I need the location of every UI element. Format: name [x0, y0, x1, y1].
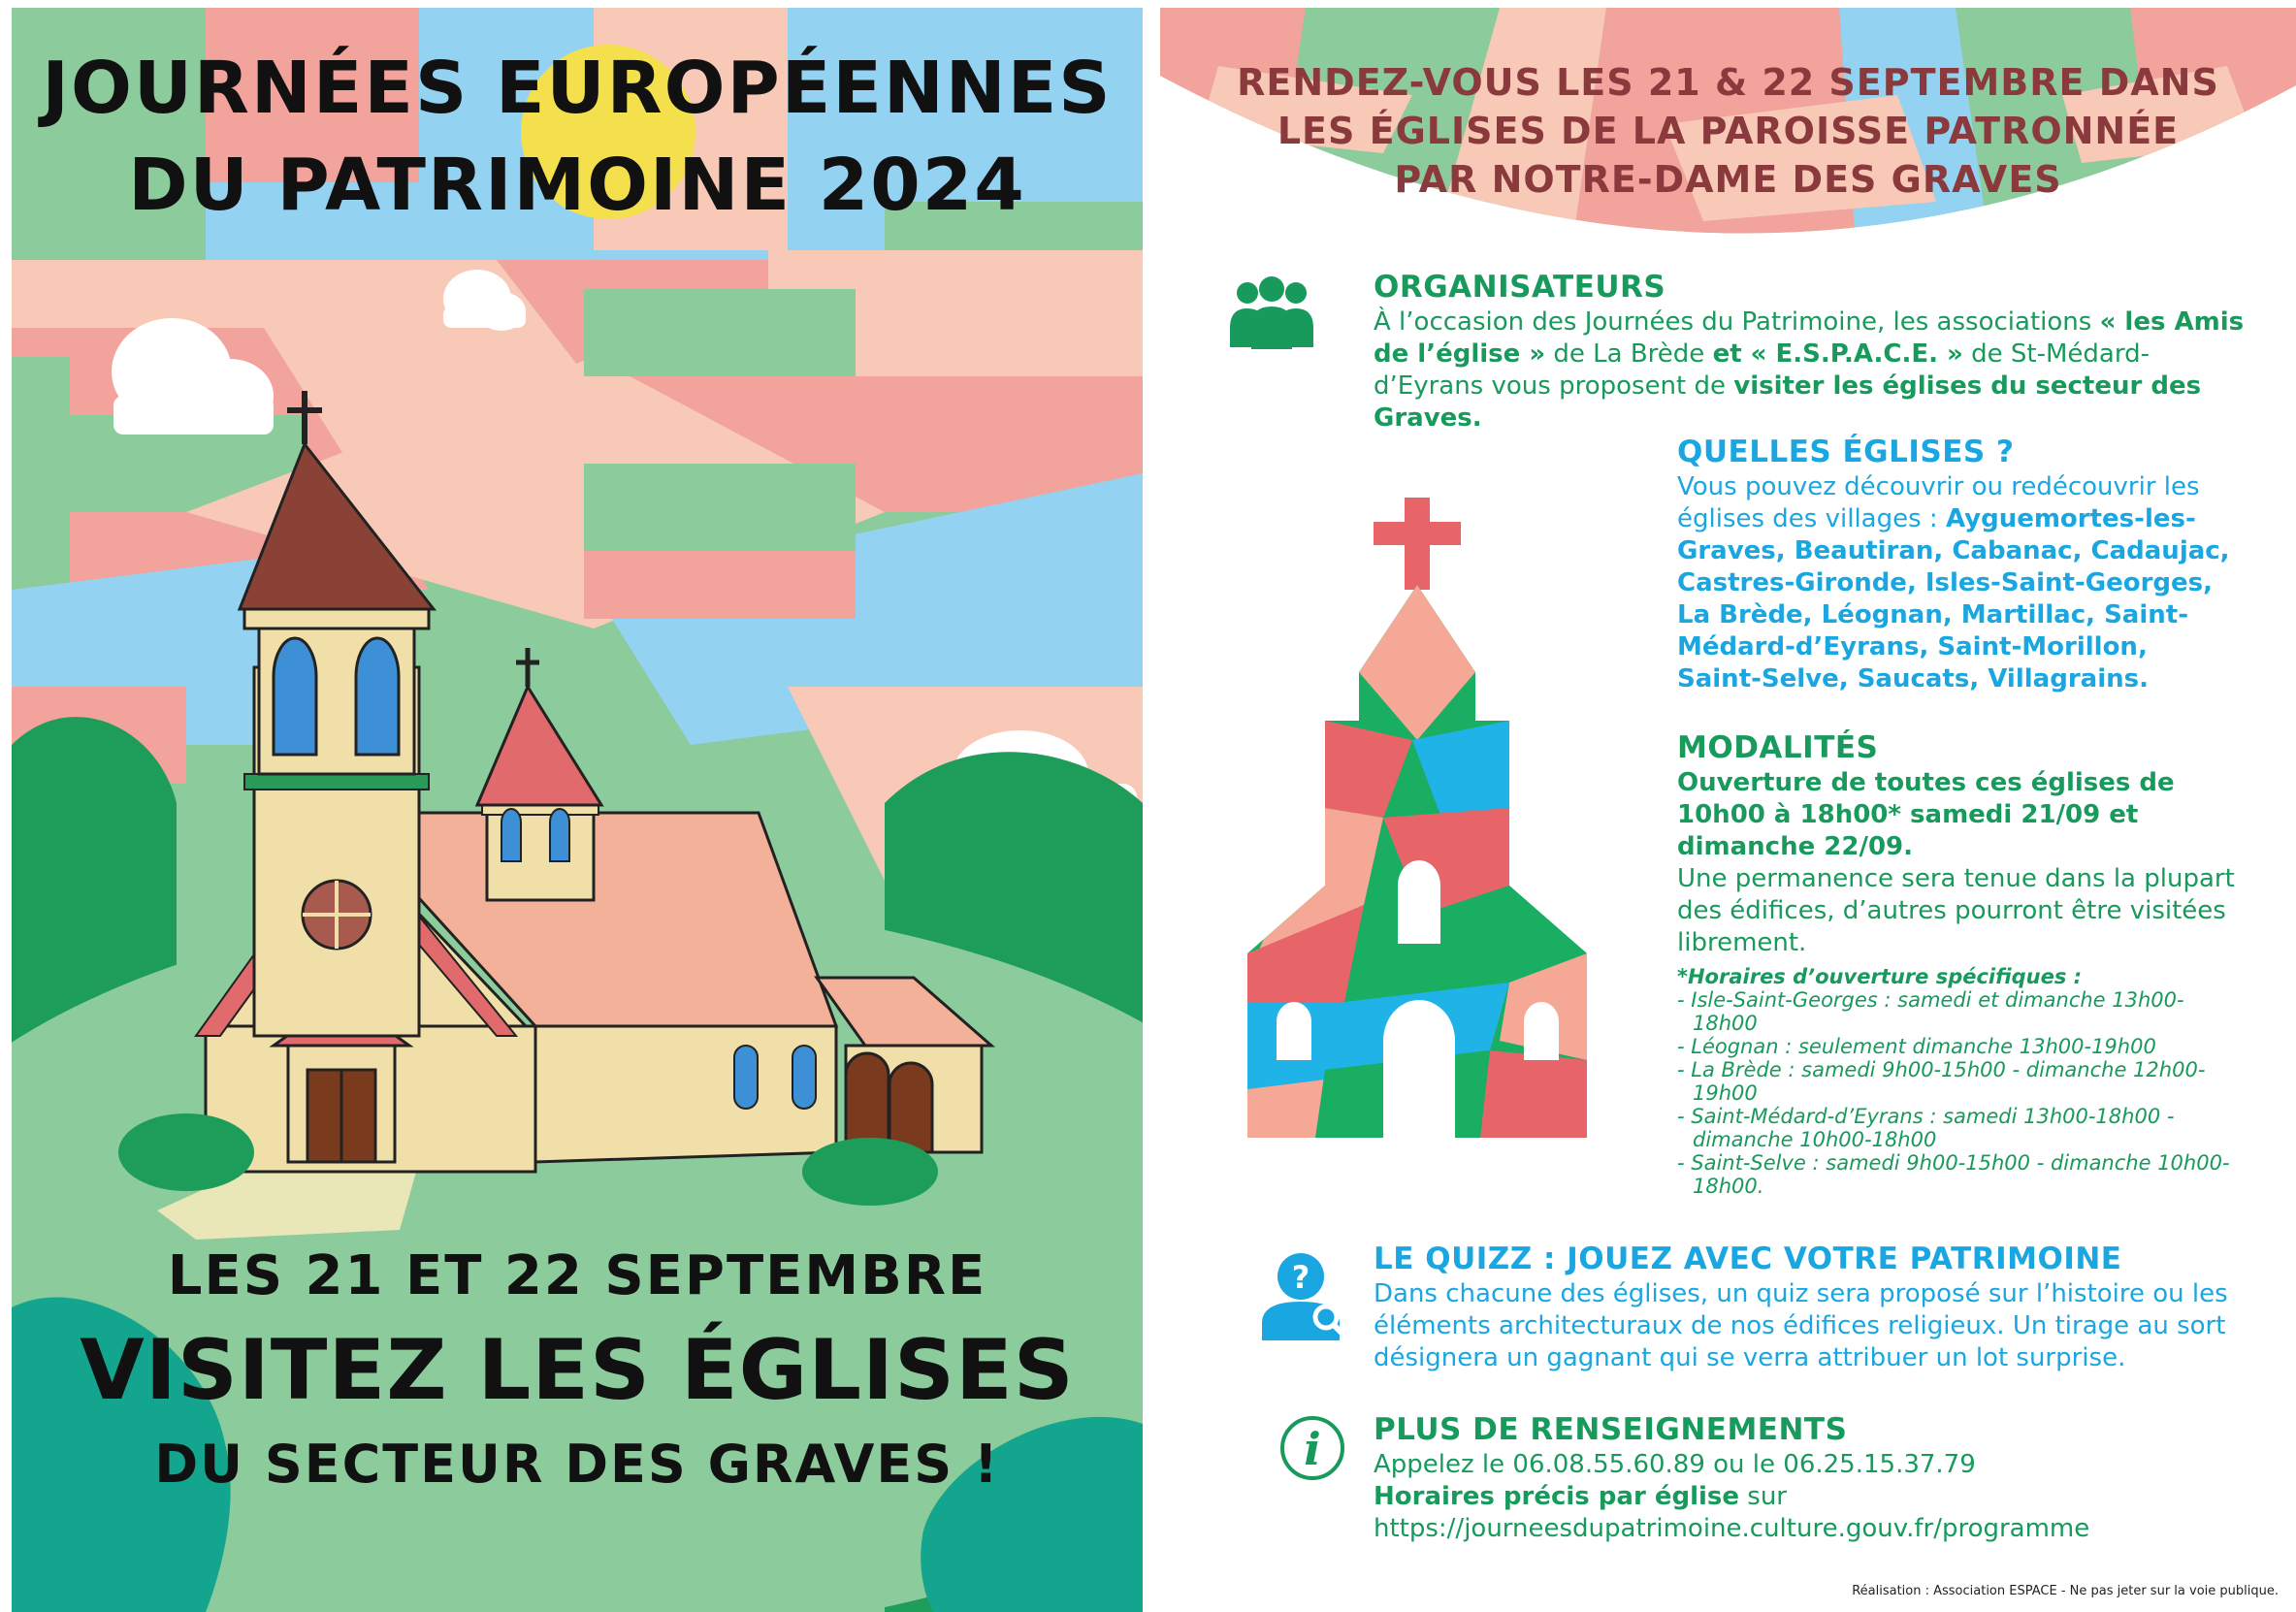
eglises-text: Vous pouvez découvrir ou redécouvrir les églises des villages : Ayguemortes-les-Graves, Beautiran, Cabanac, Cadaujac, Castres-Gironde, Isles-Saint-Georges, La Brède, Léognan, Martillac, Saint-Médard-d’Eyrans, Saint-Morillon, Saint-Selve, Saucats, Villagrains.	[1677, 472, 2230, 693]
list-item: - La Brède : samedi 9h00-15h00 - dimanche 12h00-19h00	[1677, 1058, 2206, 1105]
church-mosaic-icon	[1218, 498, 1616, 1138]
renseignements-link: Horaires précis par église sur https://journeesdupatrimoine.culture.gouv.fr/programme	[1374, 1482, 2090, 1543]
quizz-text: Dans chacune des églises, un quiz sera proposé sur l’histoire ou les éléments architecturaux de nos édifices religieux. Un tirage au sort désignera un gagnant qui se verra attribuer un lot surprise.	[1374, 1279, 2228, 1372]
info-panel	[1160, 8, 2296, 1612]
list-item: - Léognan : seulement dimanche 13h00-19h00	[1677, 1035, 2156, 1058]
modalites-hours: Ouverture de toutes ces églises de 10h00 à 18h00* samedi 21/09 et dimanche 22/09.	[1677, 768, 2175, 861]
section-quizz	[1374, 1241, 2266, 1374]
list-item: - Saint-Médard-d’Eyrans : samedi 13h00-18h00 - dimanche 10h00-18h00	[1677, 1105, 2175, 1151]
poster-panel	[12, 8, 1143, 1612]
svg-text:i: i	[1304, 1423, 1321, 1475]
modalites-text: Une permanence sera tenue dans la plupart des édifices, d’autres pourront être visitées librement.	[1677, 864, 2235, 957]
schedule-list	[1677, 965, 2240, 1198]
title-year: 2024	[818, 144, 1026, 227]
organisateurs-title: ORGANISATEURS	[1374, 270, 1666, 305]
modalites-title: MODALITÉS	[1677, 730, 1879, 765]
poster-title-line2	[12, 144, 1143, 227]
svg-text:?: ?	[1291, 1259, 1310, 1296]
headline-line1: RENDEZ-VOUS LES 21 & 22 SEPTEMBRE DANS	[1237, 61, 2219, 104]
poster-dates: LES 21 ET 22 SEPTEMBRE	[167, 1244, 987, 1307]
headline-line2: LES ÉGLISES DE LA PAROISSE PATRONNÉE	[1277, 110, 2180, 152]
eglises-title: QUELLES ÉGLISES ?	[1677, 435, 2015, 469]
info-icon	[1278, 1414, 1346, 1482]
credit-line: Réalisation : Association ESPACE - Ne pas jeter sur la voie publique.	[1852, 1584, 2279, 1598]
headline-line3: PAR NOTRE-DAME DES GRAVES	[1394, 158, 2062, 201]
people-icon	[1230, 272, 1313, 349]
renseignements-title: PLUS DE RENSEIGNEMENTS	[1374, 1412, 1848, 1447]
list-item: - Saint-Selve : samedi 9h00-15h00 - dimanche 10h00-18h00.	[1677, 1151, 2230, 1198]
poster-title-line1: JOURNÉES EUROPÉENNES	[42, 47, 1113, 130]
section-eglises	[1677, 435, 2240, 695]
quizz-title: LE QUIZZ : JOUEZ AVEC VOTRE PATRIMOINE	[1374, 1241, 2122, 1276]
renseignements-phone: Appelez le 06.08.55.60.89 ou le 06.25.15.37.79	[1374, 1450, 1976, 1479]
title-prefix: DU PATRIMOINE	[128, 144, 819, 227]
section-modalites	[1677, 730, 2240, 1198]
question-person-icon	[1262, 1251, 1351, 1340]
poster-visit: VISITEZ LES ÉGLISES	[80, 1322, 1075, 1419]
organisateurs-text: À l’occasion des Journées du Patrimoine, les associations « les Amis de l’église » de La Brède et « E.S.P.A.C.E. » de St-Médard-d’Eyrans vous proposent de visiter les églises du secteur des Graves.	[1374, 307, 2245, 433]
section-organisateurs	[1374, 270, 2256, 435]
schedule-label: *Horaires d’ouverture spécifiques :	[1677, 965, 2083, 988]
list-item: - Isle-Saint-Georges : samedi et dimanche 13h00-18h00	[1677, 988, 2184, 1035]
poster-sector: DU SECTEUR DES GRAVES !	[154, 1434, 1000, 1495]
section-renseignements	[1374, 1412, 2266, 1545]
